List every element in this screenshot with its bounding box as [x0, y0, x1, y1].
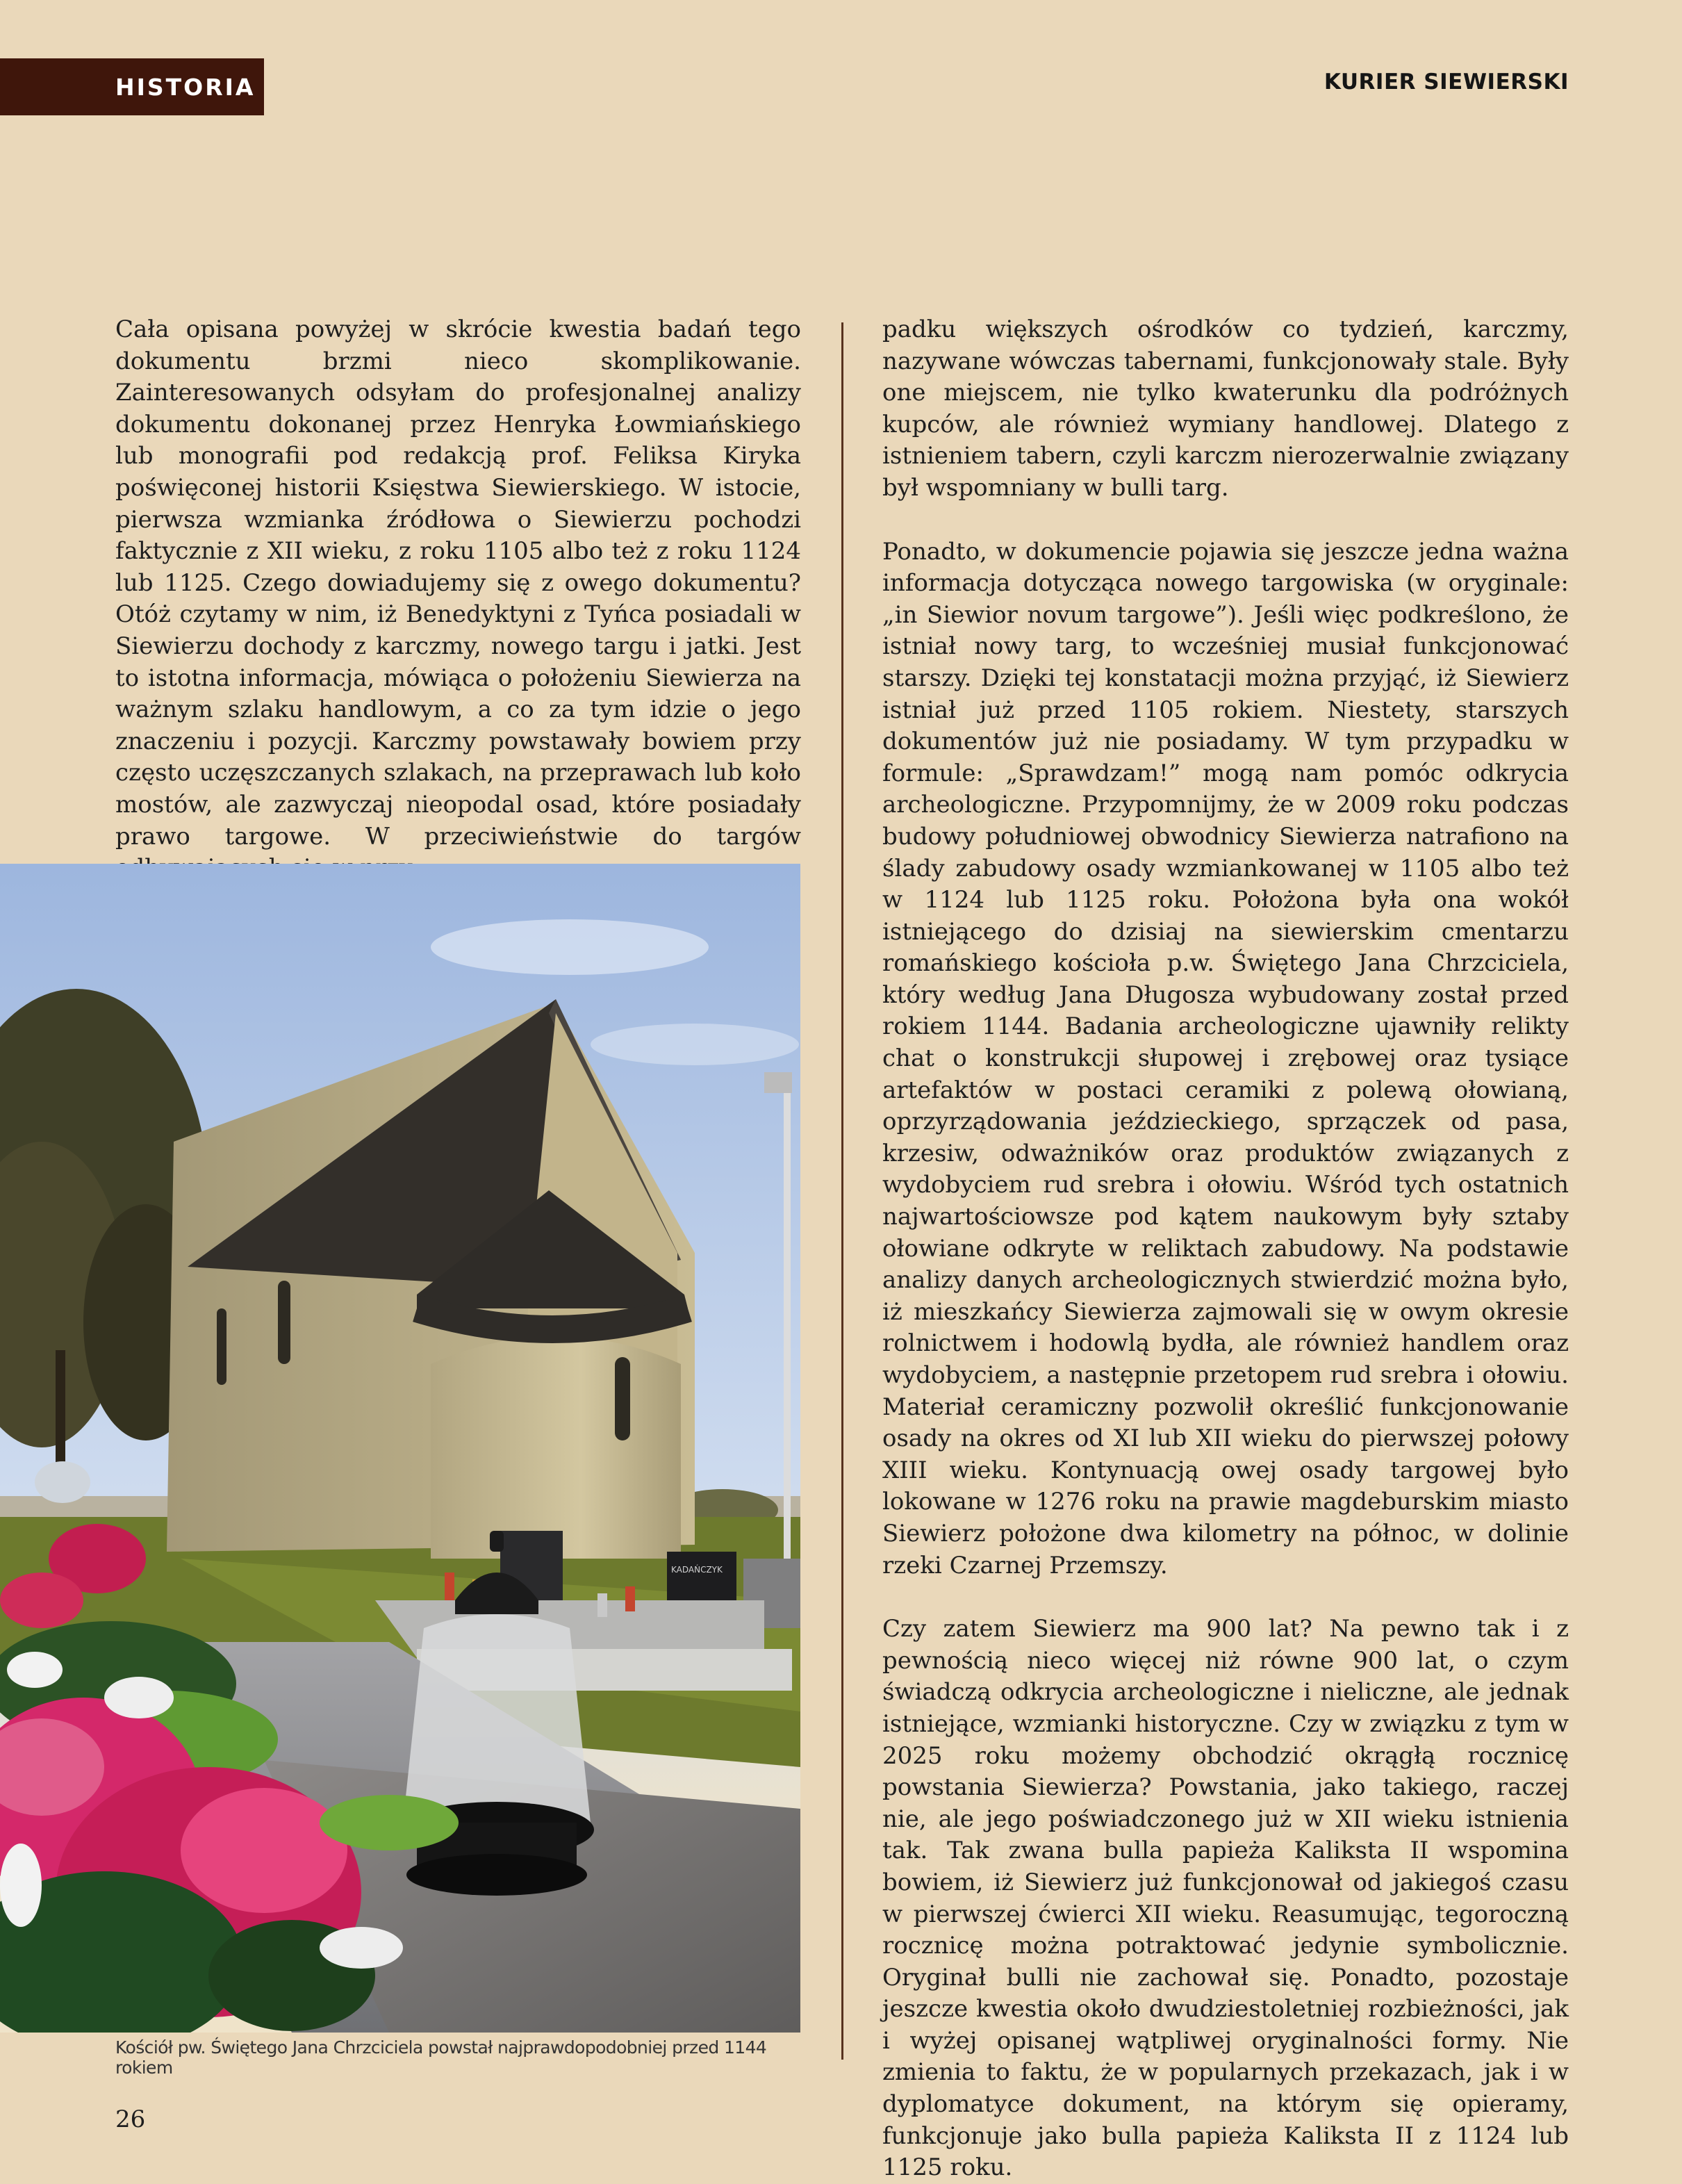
magazine-title: KURIER SIEWIERSKI [1324, 69, 1569, 95]
photo-caption: Kościół pw. Świętego Jana Chrzciciela powstał najprawdopodobniej przed 1144 rokiem [115, 2037, 767, 2078]
paragraph: padku większych ośrodków co tydzień, karczmy, nazywane wówczas tabernami, funkcjonowały stale. Były one miejscem, nie tylko kwaterunku dla podróżnych kupców, ale również wymiany handlowej. Dlatego z istnieniem tabern, czyli karczm nierozerwalnie związany był wspomniany w bulli targ. [882, 315, 1569, 502]
column-divider [841, 322, 843, 2060]
grave-plate-text: KADAŃCZYK [671, 1565, 723, 1575]
left-column [115, 314, 801, 885]
paragraph: Ponadto, w dokumencie pojawia się jeszcze jedna ważna informacja dotycząca nowego targowiska (w oryginale: „in Siewior novum targowe”). Jeśli więc podkreślono, że istniał nowy targ, to wcześniej musiał funkcjonować starszy. Dzięki tej konstatacji można przyjąć, iż Siewierz istniał już przed 1105 rokiem. Niestety, starszych dokumentów już nie posiadamy. W tym przypadku w formule: „Sprawdzam!” mogą nam pomóc odkrycia archeologiczne. Przypomnijmy, że w 2009 roku podczas budowy południowej obwodnicy Siewierza natrafiono na ślady zabudowy osady wzmiankowanej w 1105 albo też w 1124 lub 1125 roku. Położona była ona wokół istniejącego do dzisiaj na siewierskim cmentarzu romańskiego kościoła p.w. Świętego Jana Chrzciciela, który według Jana Długosza wybudowany został przed rokiem 1144. Badania archeologiczne ujawniły relikty chat o konstrukcji słupowej i zrębowej oraz tysiące artefaktów w postaci ceramiki z polewą ołowianą, oprzyrządowania jeździeckiego, sprzączek od pasa, krzesiw, odważników oraz produktów związanych z wydobyciem rud srebra i ołowiu. Wśród tych ostatnich najwartościowsze pod kątem naukowym były sztaby ołowiane odkryte w reliktach zabudowy. Na podstawie analizy danych archeologicznych stwierdzić można było, iż mieszkańcy Siewierza zajmowali się w owym okresie rolnictwem i hodowlą bydła, ale również handlem oraz wydobyciem, a następnie przetopem rud srebra i ołowiu. Materiał ceramiczny pozwolił określić funkcjonowanie osady na okres od XI lub XII wieku do pierwszej połowy XIII wieku. Kontynuacją owej osady targowej było lokowane w 1276 roku na prawie magdeburskim miasto Siewierz położone dwa kilometry na północ, w dolinie rzeki Czarnej Przemszy. [882, 537, 1569, 1579]
paragraph: Cała opisana powyżej w skrócie kwestia badań tego dokumentu brzmi nieco skomplikowanie. Zainteresowanych odsyłam do profesjonalnej analizy dokumentu dokonanej przez Henryka Łowmiańskiego lub monografii pod redakcją prof. Feliksa Kiryka poświęconej historii Księstwa Siewierskiego. W istocie, pierwsza wzmianka źródłowa o Siewierzu pochodzi faktycznie z XII wieku, z roku 1105 albo też z roku 1124 lub 1125. Czego dowiadujemy się z owego dokumentu? Otóż czytamy w nim, iż Benedyktyni z Tyńca posiadali w Siewierzu dochody z karczmy, nowego targu i jatki. Jest to istotna informacja, mówiąca o położeniu Siewierza na ważnym szlaku handlowym, a co za tym idzie o jego znaczeniu i pozycji. Karczmy powstawały bowiem przy często uczęszczanych szlakach, na przeprawach lub koło mostów, ale zazwyczaj nieopodal osad, które posiadały prawo targowe. W przeciwieństwie do targów [115, 315, 801, 851]
section-tag: HISTORIA [0, 58, 264, 115]
church-photo [0, 864, 800, 2033]
page-number: 26 [115, 2105, 146, 2133]
right-column [882, 314, 1569, 2184]
paragraph: Czy zatem Siewierz ma 900 lat? Na pewno tak i z pewnością nieco więcej niż równe 900 lat, o czym świadczą odkrycia archeologiczne i nieliczne, ale jednak istniejące, wzmianki historyczne. Czy w związku z tym w 2025 roku możemy obchodzić okrągłą rocznicę powstania Siewierza? Powstania, jako takiego, raczej nie, ale jego poświadczonego już w XII wieku istnienia tak. Tak zwana bulla papieża Kaliksta II wspomina bowiem, iż Siewierz już funkcjonował od jakiegoś czasu w pierwszej ćwierci XII wieku. Reasumując, tegoroczną rocznicę można potraktować jedynie symbolicznie. Oryginał bulli nie zachował się. Ponadto, pozostaje jeszcze kwestia około dwudziestoletniej rozbieżności, jak i wyżej opisanej wątpliwej oryginalności formy. Nie zmienia to faktu, że w popularnych przekazach, jak i w dyplomatyce dokument, na którym się opieramy, funkcjonuje jako bulla papieża Kaliksta II z 1124 lub 1125 roku. [882, 1615, 1569, 2182]
